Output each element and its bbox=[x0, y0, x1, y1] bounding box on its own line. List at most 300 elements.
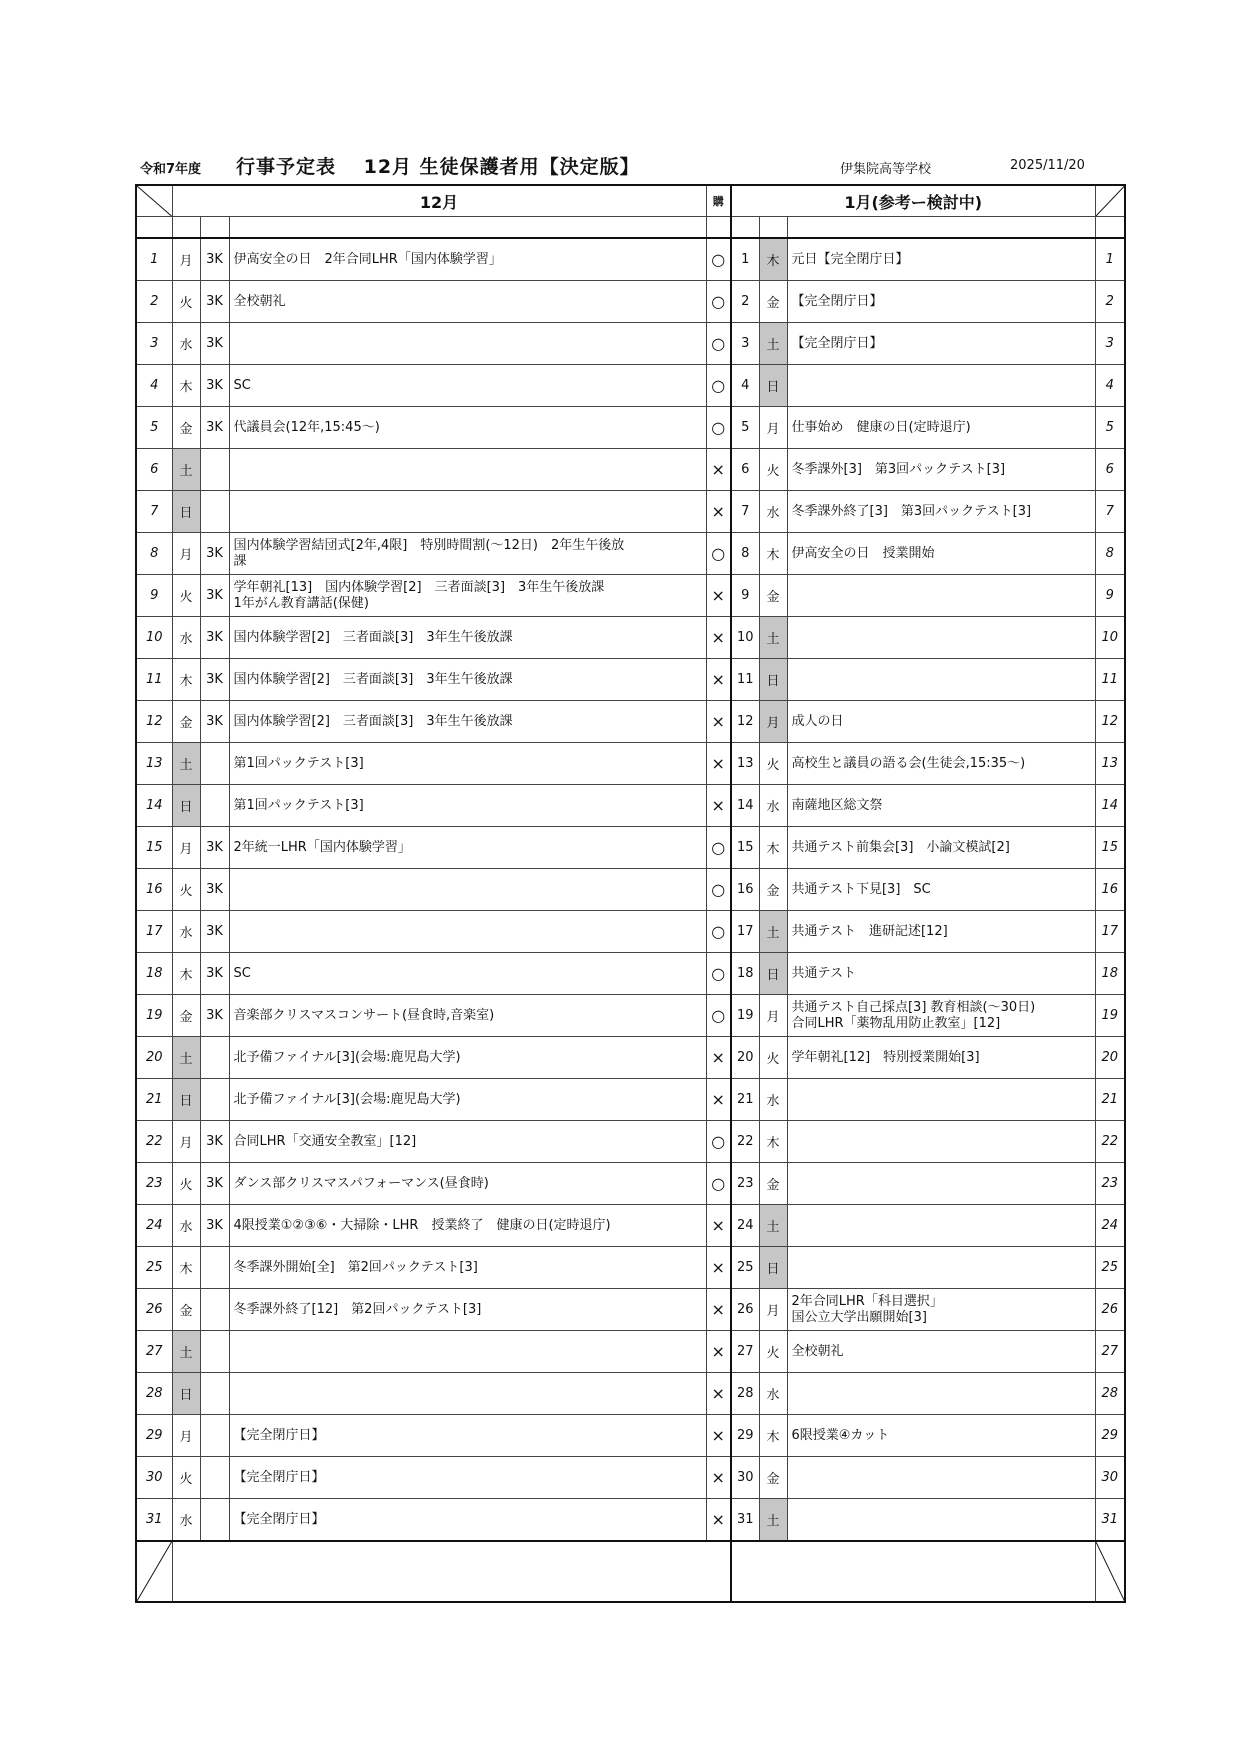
table-row bbox=[136, 617, 1125, 659]
dec-k-mark: 3K bbox=[200, 953, 229, 995]
jan-day-number: 21 bbox=[731, 1079, 759, 1121]
table-row bbox=[136, 953, 1125, 995]
jan-day-number-right: 9 bbox=[1095, 575, 1125, 617]
purchase-mark: × bbox=[706, 1457, 731, 1499]
jan-weekday: 土 bbox=[759, 1205, 787, 1247]
table-row bbox=[136, 1415, 1125, 1457]
dec-k-mark: 3K bbox=[200, 995, 229, 1037]
jan-weekday: 水 bbox=[759, 1373, 787, 1415]
dec-k-mark: 3K bbox=[200, 659, 229, 701]
jan-events bbox=[787, 953, 1095, 995]
dec-events bbox=[229, 365, 706, 407]
jan-weekday: 木 bbox=[759, 1121, 787, 1163]
event-text: 元日【完全閉庁日】 bbox=[791, 251, 909, 267]
jan-events bbox=[787, 1415, 1095, 1457]
event-text: 第1回パックテスト[3] bbox=[233, 755, 364, 771]
event-text: 全校朝礼 bbox=[791, 1343, 844, 1359]
table-row bbox=[136, 407, 1125, 449]
dec-events bbox=[229, 1121, 706, 1163]
jan-events bbox=[787, 238, 1095, 281]
jan-events bbox=[787, 1289, 1095, 1331]
dec-k-mark: 3K bbox=[200, 1163, 229, 1205]
jan-weekday: 日 bbox=[759, 953, 787, 995]
jan-events bbox=[787, 1331, 1095, 1373]
dec-day-number: 13 bbox=[136, 743, 172, 785]
jan-weekday: 木 bbox=[759, 827, 787, 869]
purchase-mark: ○ bbox=[706, 365, 731, 407]
table-row bbox=[136, 1247, 1125, 1289]
purchase-mark: ○ bbox=[706, 827, 731, 869]
jan-day-number-right: 20 bbox=[1095, 1037, 1125, 1079]
jan-day-number: 9 bbox=[731, 575, 759, 617]
event-text: 第1回パックテスト[3] bbox=[233, 797, 364, 813]
dec-day-number: 16 bbox=[136, 869, 172, 911]
jan-events bbox=[787, 365, 1095, 407]
table-row bbox=[136, 575, 1125, 617]
dec-k-mark bbox=[200, 1415, 229, 1457]
event-text: 冬季課外開始[全] 第2回パックテスト[3] bbox=[233, 1259, 478, 1275]
jan-day-number-right: 1 bbox=[1095, 238, 1125, 281]
jan-weekday: 木 bbox=[759, 238, 787, 281]
jan-day-number-right: 11 bbox=[1095, 659, 1125, 701]
purchase-mark: ○ bbox=[706, 1121, 731, 1163]
dec-events bbox=[229, 953, 706, 995]
purchase-mark: ○ bbox=[706, 533, 731, 575]
issue-date: 2025/11/20 bbox=[1010, 158, 1085, 173]
event-text: 国公立大学出願開始[3] bbox=[791, 1309, 927, 1325]
jan-weekday: 月 bbox=[759, 995, 787, 1037]
dec-weekday: 金 bbox=[172, 1289, 200, 1331]
purchase-mark: × bbox=[706, 1037, 731, 1079]
jan-day-number-right: 27 bbox=[1095, 1331, 1125, 1373]
jan-weekday: 日 bbox=[759, 659, 787, 701]
dec-weekday: 木 bbox=[172, 365, 200, 407]
event-text: 全校朝礼 bbox=[233, 293, 286, 309]
jan-day-number: 16 bbox=[731, 869, 759, 911]
dec-events bbox=[229, 1331, 706, 1373]
dec-events bbox=[229, 1247, 706, 1289]
event-text: SC bbox=[233, 377, 251, 393]
dec-weekday: 日 bbox=[172, 785, 200, 827]
event-text: 国内体験学習[2] 三者面談[3] 3年生午後放課 bbox=[233, 713, 513, 729]
table-row bbox=[136, 1163, 1125, 1205]
jan-day-number-right: 6 bbox=[1095, 449, 1125, 491]
jan-events bbox=[787, 659, 1095, 701]
jan-day-number: 23 bbox=[731, 1163, 759, 1205]
event-text: 2年統一LHR「国内体験学習」 bbox=[233, 839, 411, 855]
jan-events bbox=[787, 743, 1095, 785]
event-text: 国内体験学習[2] 三者面談[3] 3年生午後放課 bbox=[233, 671, 513, 687]
jan-events bbox=[787, 323, 1095, 365]
table-row bbox=[136, 449, 1125, 491]
event-text: 冬季課外終了[12] 第2回パックテスト[3] bbox=[233, 1301, 482, 1317]
dec-events bbox=[229, 1037, 706, 1079]
jan-events bbox=[787, 1037, 1095, 1079]
event-text: 共通テスト自己採点[3] 教育相談(～30日) bbox=[791, 999, 1036, 1015]
jan-day-number: 14 bbox=[731, 785, 759, 827]
dec-day-number: 28 bbox=[136, 1373, 172, 1415]
dec-weekday: 水 bbox=[172, 617, 200, 659]
jan-events bbox=[787, 407, 1095, 449]
dec-k-mark: 3K bbox=[200, 617, 229, 659]
jan-events bbox=[787, 491, 1095, 533]
event-text: 4限授業①②③⑥・大掃除・LHR 授業終了 健康の日(定時退庁) bbox=[233, 1217, 611, 1233]
dec-events bbox=[229, 1163, 706, 1205]
dec-events bbox=[229, 743, 706, 785]
jan-day-number-right: 22 bbox=[1095, 1121, 1125, 1163]
jan-weekday: 水 bbox=[759, 491, 787, 533]
jan-events bbox=[787, 1373, 1095, 1415]
event-text: 仕事始め 健康の日(定時退庁) bbox=[791, 419, 971, 435]
event-text: 【完全閉庁日】 bbox=[791, 293, 883, 309]
dec-events bbox=[229, 281, 706, 323]
footer-corner-left bbox=[136, 1541, 172, 1602]
dec-weekday: 火 bbox=[172, 575, 200, 617]
dec-events bbox=[229, 617, 706, 659]
dec-weekday: 月 bbox=[172, 1121, 200, 1163]
dec-weekday: 月 bbox=[172, 1415, 200, 1457]
dec-events bbox=[229, 1079, 706, 1121]
jan-weekday: 火 bbox=[759, 1331, 787, 1373]
jan-day-number-right: 13 bbox=[1095, 743, 1125, 785]
purchase-mark: ○ bbox=[706, 238, 731, 281]
jan-day-number-right: 31 bbox=[1095, 1499, 1125, 1542]
jan-day-number: 31 bbox=[731, 1499, 759, 1542]
jan-events bbox=[787, 911, 1095, 953]
dec-k-mark: 3K bbox=[200, 238, 229, 281]
dec-k-mark: 3K bbox=[200, 701, 229, 743]
header-corner-right bbox=[1095, 185, 1125, 217]
dec-day-number: 23 bbox=[136, 1163, 172, 1205]
jan-day-number: 26 bbox=[731, 1289, 759, 1331]
dec-weekday: 金 bbox=[172, 701, 200, 743]
jan-day-number-right: 5 bbox=[1095, 407, 1125, 449]
purchase-mark: ○ bbox=[706, 953, 731, 995]
event-text: 共通テスト 進研記述[12] bbox=[791, 923, 948, 939]
title-bar bbox=[140, 152, 1100, 178]
purchase-mark: ○ bbox=[706, 323, 731, 365]
event-text: 国内体験学習結団式[2年,4限] 特別時間割(～12日) 2年生午後放 bbox=[233, 537, 625, 553]
dec-weekday: 土 bbox=[172, 743, 200, 785]
event-text: 共通テスト前集会[3] 小論文模試[2] bbox=[791, 839, 1010, 855]
dec-day-number: 1 bbox=[136, 238, 172, 281]
event-text: 冬季課外[3] 第3回パックテスト[3] bbox=[791, 461, 1006, 477]
table-row bbox=[136, 1499, 1125, 1542]
event-text: 学年朝礼[13] 国内体験学習[2] 三者面談[3] 3年生午後放課 bbox=[233, 579, 605, 595]
dec-weekday: 水 bbox=[172, 1499, 200, 1542]
dec-day-number: 11 bbox=[136, 659, 172, 701]
jan-day-number: 4 bbox=[731, 365, 759, 407]
dec-day-number: 9 bbox=[136, 575, 172, 617]
dec-events bbox=[229, 323, 706, 365]
purchase-mark: × bbox=[706, 1331, 731, 1373]
jan-day-number: 25 bbox=[731, 1247, 759, 1289]
jan-events bbox=[787, 617, 1095, 659]
dec-k-mark: 3K bbox=[200, 533, 229, 575]
table-row bbox=[136, 659, 1125, 701]
dec-weekday: 木 bbox=[172, 659, 200, 701]
jan-events bbox=[787, 1205, 1095, 1247]
dec-weekday: 火 bbox=[172, 869, 200, 911]
dec-events bbox=[229, 1373, 706, 1415]
jan-day-number-right: 4 bbox=[1095, 365, 1125, 407]
page-title: 行事予定表 12月 生徒保護者用【決定版】 bbox=[236, 156, 640, 178]
purchase-mark: ○ bbox=[706, 1163, 731, 1205]
jan-weekday: 木 bbox=[759, 1415, 787, 1457]
dec-events bbox=[229, 1415, 706, 1457]
purchase-mark: × bbox=[706, 1289, 731, 1331]
event-text: 伊高安全の日 2年合同LHR「国内体験学習」 bbox=[233, 251, 502, 267]
jan-weekday: 土 bbox=[759, 911, 787, 953]
purchase-mark: × bbox=[706, 785, 731, 827]
jan-weekday: 火 bbox=[759, 1037, 787, 1079]
jan-weekday: 土 bbox=[759, 1499, 787, 1542]
table-row bbox=[136, 701, 1125, 743]
jan-day-number: 13 bbox=[731, 743, 759, 785]
dec-events bbox=[229, 785, 706, 827]
dec-day-number: 26 bbox=[136, 1289, 172, 1331]
purchase-mark: ○ bbox=[706, 281, 731, 323]
jan-weekday: 金 bbox=[759, 1163, 787, 1205]
jan-day-number: 12 bbox=[731, 701, 759, 743]
schedule-body bbox=[136, 238, 1125, 1541]
dec-day-number: 2 bbox=[136, 281, 172, 323]
dec-k-mark: 3K bbox=[200, 407, 229, 449]
table-row bbox=[136, 323, 1125, 365]
dec-day-number: 24 bbox=[136, 1205, 172, 1247]
purchase-mark: × bbox=[706, 743, 731, 785]
dec-k-mark: 3K bbox=[200, 575, 229, 617]
dec-day-number: 19 bbox=[136, 995, 172, 1037]
dec-day-number: 27 bbox=[136, 1331, 172, 1373]
event-text: SC bbox=[233, 965, 251, 981]
event-text: 課 bbox=[233, 553, 247, 569]
dec-weekday: 月 bbox=[172, 827, 200, 869]
jan-day-number: 2 bbox=[731, 281, 759, 323]
jan-events bbox=[787, 827, 1095, 869]
dec-weekday: 金 bbox=[172, 407, 200, 449]
table-row bbox=[136, 1037, 1125, 1079]
dec-day-number: 5 bbox=[136, 407, 172, 449]
jan-events bbox=[787, 701, 1095, 743]
school-name: 伊集院高等学校 bbox=[840, 162, 932, 177]
dec-k-mark bbox=[200, 785, 229, 827]
jan-day-number-right: 15 bbox=[1095, 827, 1125, 869]
jan-day-number: 24 bbox=[731, 1205, 759, 1247]
dec-day-number: 8 bbox=[136, 533, 172, 575]
jan-events bbox=[787, 281, 1095, 323]
table-row bbox=[136, 911, 1125, 953]
fiscal-year: 令和7年度 bbox=[140, 162, 202, 177]
table-row bbox=[136, 533, 1125, 575]
event-text: 6限授業④カット bbox=[791, 1427, 890, 1443]
dec-events bbox=[229, 1205, 706, 1247]
purchase-mark: × bbox=[706, 701, 731, 743]
jan-weekday: 金 bbox=[759, 575, 787, 617]
jan-day-number-right: 7 bbox=[1095, 491, 1125, 533]
jan-events bbox=[787, 1163, 1095, 1205]
dec-k-mark: 3K bbox=[200, 1205, 229, 1247]
dec-weekday: 木 bbox=[172, 953, 200, 995]
dec-weekday: 火 bbox=[172, 281, 200, 323]
dec-day-number: 31 bbox=[136, 1499, 172, 1542]
dec-day-number: 7 bbox=[136, 491, 172, 533]
dec-events bbox=[229, 1289, 706, 1331]
jan-day-number: 20 bbox=[731, 1037, 759, 1079]
jan-weekday: 金 bbox=[759, 869, 787, 911]
jan-weekday: 土 bbox=[759, 617, 787, 659]
jan-events bbox=[787, 785, 1095, 827]
dec-k-mark bbox=[200, 1079, 229, 1121]
event-text: 合同LHR「交通安全教室」[12] bbox=[233, 1133, 417, 1149]
jan-day-number-right: 17 bbox=[1095, 911, 1125, 953]
jan-day-number-right: 18 bbox=[1095, 953, 1125, 995]
dec-weekday: 月 bbox=[172, 533, 200, 575]
jan-day-number-right: 29 bbox=[1095, 1415, 1125, 1457]
event-text: 北予備ファイナル[3](会場:鹿児島大学) bbox=[233, 1049, 461, 1065]
event-text: 南薩地区総文祭 bbox=[791, 797, 883, 813]
dec-day-number: 25 bbox=[136, 1247, 172, 1289]
purchase-mark: × bbox=[706, 1247, 731, 1289]
jan-day-number: 7 bbox=[731, 491, 759, 533]
table-row bbox=[136, 785, 1125, 827]
jan-day-number-right: 28 bbox=[1095, 1373, 1125, 1415]
table-row bbox=[136, 238, 1125, 281]
jan-weekday: 水 bbox=[759, 785, 787, 827]
jan-day-number: 29 bbox=[731, 1415, 759, 1457]
dec-k-mark: 3K bbox=[200, 281, 229, 323]
jan-day-number: 17 bbox=[731, 911, 759, 953]
table-row bbox=[136, 743, 1125, 785]
event-text: 1年がん教育講話(保健) bbox=[233, 595, 369, 611]
dec-k-mark: 3K bbox=[200, 1121, 229, 1163]
purchase-mark: ○ bbox=[706, 407, 731, 449]
dec-k-mark bbox=[200, 449, 229, 491]
table-row bbox=[136, 1205, 1125, 1247]
jan-weekday: 木 bbox=[759, 533, 787, 575]
table-row bbox=[136, 281, 1125, 323]
dec-day-number: 3 bbox=[136, 323, 172, 365]
event-text: ダンス部クリスマスパフォーマンス(昼食時) bbox=[233, 1175, 489, 1191]
dec-k-mark: 3K bbox=[200, 911, 229, 953]
dec-day-number: 15 bbox=[136, 827, 172, 869]
event-text: 国内体験学習[2] 三者面談[3] 3年生午後放課 bbox=[233, 629, 513, 645]
jan-day-number: 18 bbox=[731, 953, 759, 995]
jan-weekday: 水 bbox=[759, 1079, 787, 1121]
dec-k-mark: 3K bbox=[200, 365, 229, 407]
purchase-mark: ○ bbox=[706, 869, 731, 911]
dec-day-number: 18 bbox=[136, 953, 172, 995]
dec-k-mark bbox=[200, 743, 229, 785]
jan-day-number-right: 26 bbox=[1095, 1289, 1125, 1331]
jan-events bbox=[787, 533, 1095, 575]
jan-day-number: 28 bbox=[731, 1373, 759, 1415]
dec-events bbox=[229, 533, 706, 575]
jan-day-number-right: 3 bbox=[1095, 323, 1125, 365]
event-text: 成人の日 bbox=[791, 713, 844, 729]
dec-weekday: 日 bbox=[172, 1079, 200, 1121]
dec-header: 12月 bbox=[172, 185, 706, 217]
jan-day-number: 8 bbox=[731, 533, 759, 575]
schedule-table bbox=[135, 184, 1126, 1603]
dec-events bbox=[229, 869, 706, 911]
jan-weekday: 月 bbox=[759, 1289, 787, 1331]
purchase-mark: × bbox=[706, 449, 731, 491]
dec-weekday: 月 bbox=[172, 238, 200, 281]
jan-day-number: 19 bbox=[731, 995, 759, 1037]
event-text: 高校生と議員の語る会(生徒会,15:35～) bbox=[791, 755, 1026, 771]
jan-events bbox=[787, 575, 1095, 617]
jan-day-number-right: 25 bbox=[1095, 1247, 1125, 1289]
dec-k-mark bbox=[200, 1037, 229, 1079]
dec-weekday: 水 bbox=[172, 911, 200, 953]
jan-weekday: 土 bbox=[759, 323, 787, 365]
jan-day-number: 11 bbox=[731, 659, 759, 701]
footer-corner-right bbox=[1095, 1541, 1125, 1602]
jan-weekday: 火 bbox=[759, 743, 787, 785]
event-text: 合同LHR「薬物乱用防止教室」[12] bbox=[791, 1015, 1001, 1031]
purchase-mark: × bbox=[706, 1079, 731, 1121]
dec-day-number: 21 bbox=[136, 1079, 172, 1121]
jan-weekday: 火 bbox=[759, 449, 787, 491]
dec-events bbox=[229, 1499, 706, 1542]
dec-events bbox=[229, 701, 706, 743]
dec-events bbox=[229, 238, 706, 281]
jan-events bbox=[787, 995, 1095, 1037]
dec-k-mark: 3K bbox=[200, 869, 229, 911]
table-row bbox=[136, 365, 1125, 407]
dec-day-number: 22 bbox=[136, 1121, 172, 1163]
header-corner-left bbox=[136, 185, 172, 217]
jan-weekday: 日 bbox=[759, 1247, 787, 1289]
header-row bbox=[136, 185, 1125, 217]
event-text: 共通テスト bbox=[791, 965, 856, 981]
purchase-mark: ○ bbox=[706, 911, 731, 953]
dec-day-number: 20 bbox=[136, 1037, 172, 1079]
jan-day-number-right: 23 bbox=[1095, 1163, 1125, 1205]
dec-events bbox=[229, 491, 706, 533]
dec-k-mark bbox=[200, 491, 229, 533]
event-text: 代議員会(12年,15:45～) bbox=[233, 419, 380, 435]
dec-day-number: 6 bbox=[136, 449, 172, 491]
jan-weekday: 金 bbox=[759, 281, 787, 323]
dec-day-number: 30 bbox=[136, 1457, 172, 1499]
dec-weekday: 火 bbox=[172, 1163, 200, 1205]
purchase-mark: × bbox=[706, 1499, 731, 1542]
jan-day-number: 15 bbox=[731, 827, 759, 869]
dec-events bbox=[229, 407, 706, 449]
event-text: 2年合同LHR「科目選択」 bbox=[791, 1293, 943, 1309]
table-row bbox=[136, 1331, 1125, 1373]
footer-row bbox=[136, 1541, 1125, 1602]
dec-weekday: 火 bbox=[172, 1457, 200, 1499]
dec-weekday: 土 bbox=[172, 449, 200, 491]
dec-weekday: 日 bbox=[172, 1373, 200, 1415]
event-text: 【完全閉庁日】 bbox=[233, 1511, 325, 1527]
purchase-mark: × bbox=[706, 491, 731, 533]
event-text: 学年朝礼[12] 特別授業開始[3] bbox=[791, 1049, 980, 1065]
jan-day-number: 5 bbox=[731, 407, 759, 449]
jan-day-number-right: 16 bbox=[1095, 869, 1125, 911]
jan-day-number: 30 bbox=[731, 1457, 759, 1499]
purchase-mark: × bbox=[706, 1205, 731, 1247]
table-row bbox=[136, 869, 1125, 911]
jan-events bbox=[787, 1457, 1095, 1499]
table-row bbox=[136, 827, 1125, 869]
dec-events bbox=[229, 449, 706, 491]
dec-k-mark: 3K bbox=[200, 827, 229, 869]
table-row bbox=[136, 491, 1125, 533]
